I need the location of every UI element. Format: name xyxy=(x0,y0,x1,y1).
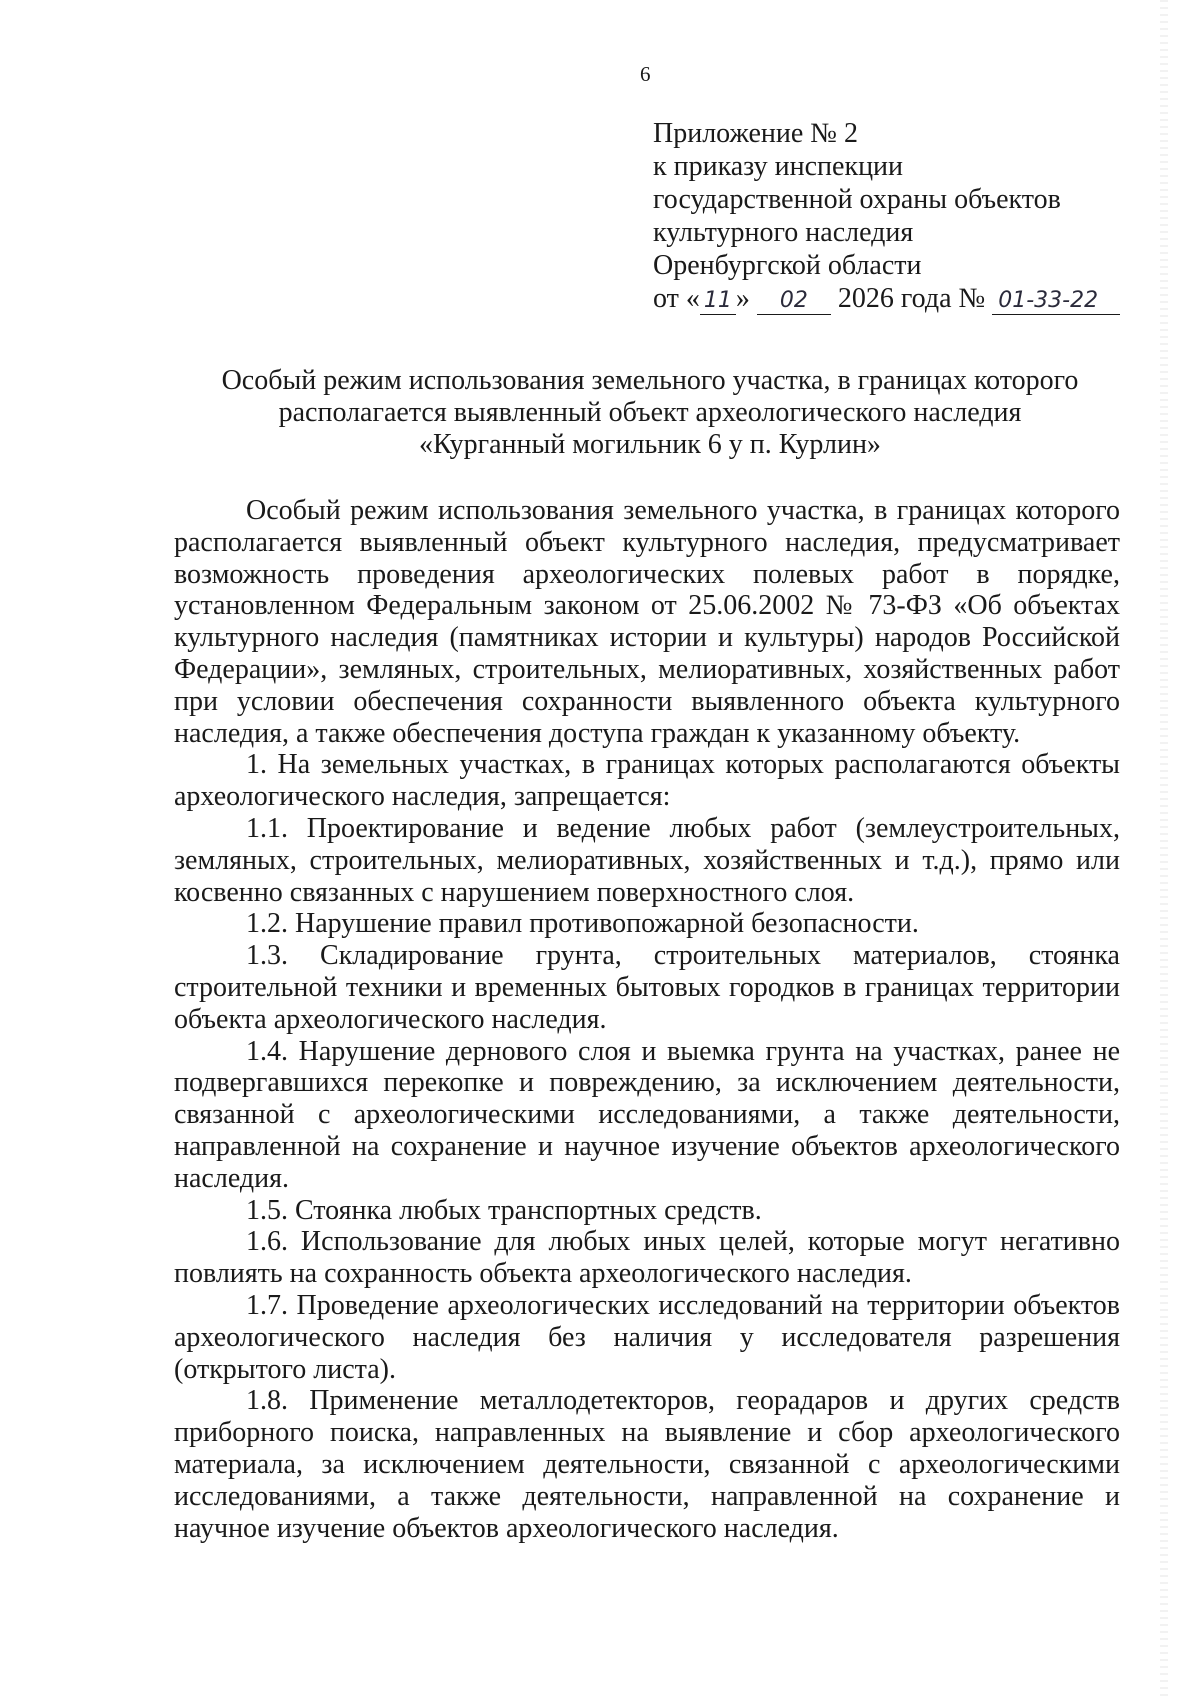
page-number: 6 xyxy=(640,62,651,86)
scan-edge-artifact xyxy=(1160,0,1168,1697)
item-1-8: 1.8. Применение металлодетекторов, георадаров и других средств приборного поиска, направленных на выявление и сбор археологического материала, за исключением деятельности, связанной с археологическими исследованиями, а также деятельности, направленной на сохранение и научное изучение объектов археологического наследия. xyxy=(174,1385,1120,1544)
handwritten-order-number: 01-33-22 xyxy=(992,288,1120,315)
appendix-title: Приложение № 2 xyxy=(653,118,858,149)
appendix-line-authority: государственной охраны объектов xyxy=(653,184,1061,215)
item-1-2: 1.2. Нарушение правил противопожарной безопасности. xyxy=(246,908,919,940)
handwritten-day: 11 xyxy=(700,288,736,315)
title-line-1: Особый режим использования земельного участка, в границах которого xyxy=(221,365,1079,396)
title-line-2: располагается выявленный объект археологического наследия xyxy=(278,397,1022,428)
appendix-line-heritage: культурного наследия xyxy=(653,217,914,248)
appendix-line-order: к приказу инспекции xyxy=(653,151,904,182)
date-close-quote: » xyxy=(735,283,750,314)
item-1-4: 1.4. Нарушение дернового слоя и выемка грунта на участках, ранее не подвергавшихся перекопке и повреждению, за исключением деятельности, связанной с археологическими исследованиями, а также деятельности, направленной на сохранение и научное изучение объектов археологического наследия. xyxy=(174,1035,1120,1194)
title-line-3: «Курганный могильник 6 у п. Курлин» xyxy=(419,429,881,460)
item-1-1: 1.1. Проектирование и ведение любых работ (землеустроительных, земляных, строительных, мелиоративных, хозяйственных и т.д.), прямо или косвенно связанных с нарушением поверхностного слоя. xyxy=(174,812,1120,908)
item-1: 1. На земельных участках, в границах которых располагаются объекты археологического наследия, запрещается: xyxy=(174,749,1120,813)
document-title xyxy=(180,365,1120,461)
handwritten-month: 02 xyxy=(757,288,831,315)
item-1-3: 1.3. Складирование грунта, строительных материалов, стоянка строительной техники и временных бытовых городков в границах территории объекта археологического наследия. xyxy=(174,940,1120,1035)
date-prefix: от « xyxy=(653,283,700,314)
item-1-6: 1.6. Использование для любых иных целей, которые могут негативно повлиять на сохранность объекта археологического наследия. xyxy=(174,1226,1120,1290)
item-1-5: 1.5. Стоянка любых транспортных средств. xyxy=(246,1194,762,1226)
appendix-date-line xyxy=(653,282,1120,315)
appendix-line-region: Оренбургской области xyxy=(653,250,922,281)
date-year-text: 2026 года № xyxy=(837,283,986,314)
document-body xyxy=(174,495,1120,1544)
item-1-7: 1.7. Проведение археологических исследований на территории объектов археологического наследия без наличия у исследователя разрешения (открытого листа). xyxy=(174,1289,1120,1385)
appendix-header xyxy=(653,117,1120,315)
intro-paragraph: Особый режим использования земельного участка, в границах которого располагается выявленный объект культурного наследия, предусматривает возможность проведения археологических полевых работ в порядке, установленном Федеральным законом от 25.06.2002 № 73-ФЗ «Об объектах культурного наследия (памятниках истории и культуры) народов Российской Федерации», земляных, строительных, мелиоративных, хозяйственных работ при условии обеспечения сохранности выявленного объекта культурного наследия, а также обеспечения доступа граждан к указанному объекту. xyxy=(174,495,1120,749)
